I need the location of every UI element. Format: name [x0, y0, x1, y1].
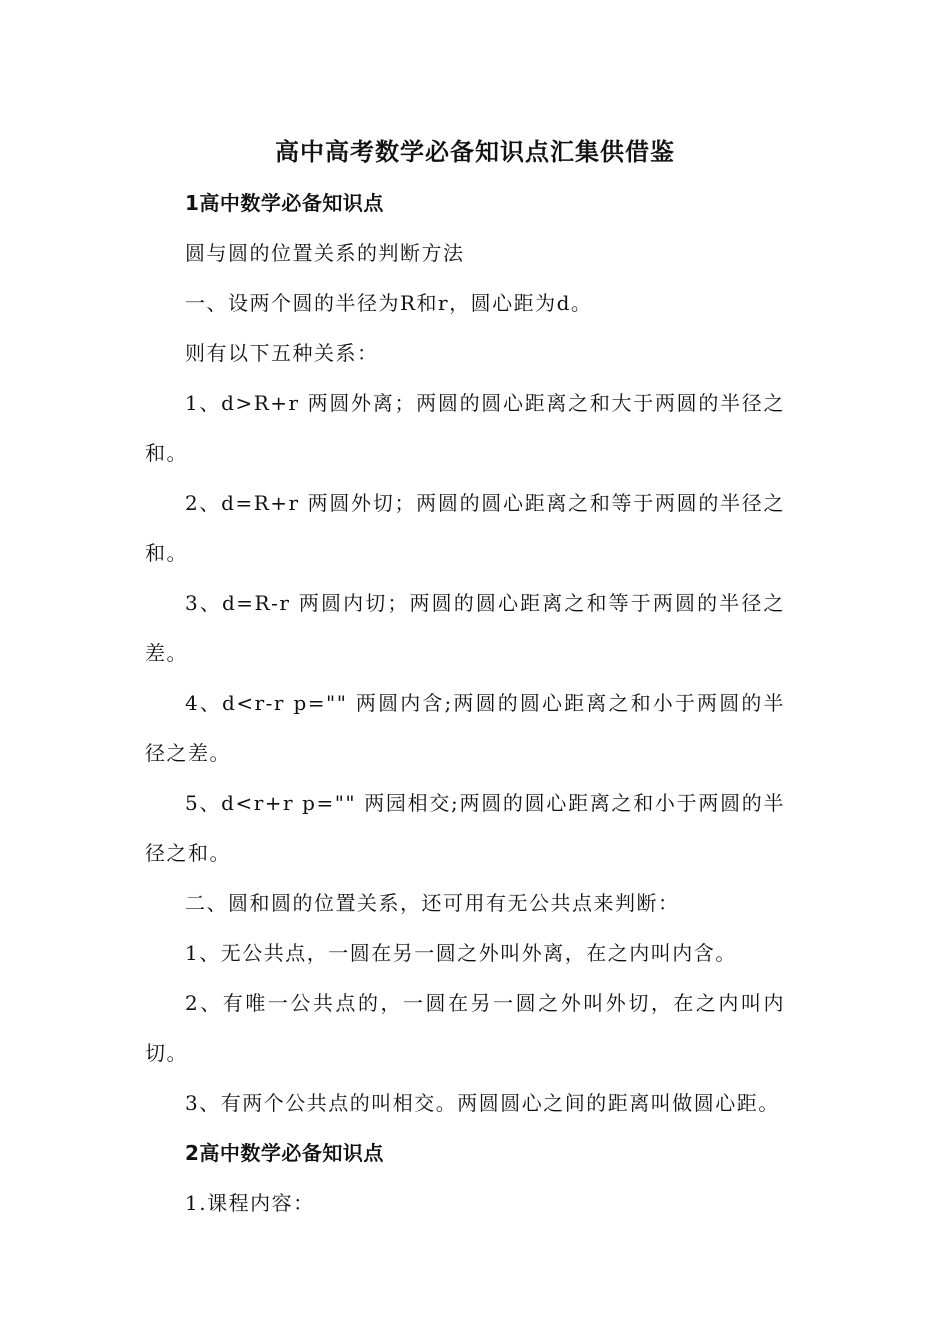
- page-title: 高中高考数学必备知识点汇集供借鉴: [275, 138, 675, 166]
- paragraph: 1.课程内容：: [185, 1191, 315, 1215]
- paragraph: 一、设两个圆的半径为R和r，圆心距为d。: [185, 291, 593, 315]
- paragraph: 2、d=R+r 两圆外切；两圆的圆心距离之和等于两圆的半径之和。: [145, 491, 785, 565]
- paragraph: 1、d>R+r 两圆外离；两圆的圆心距离之和大于两圆的半径之和。: [145, 391, 785, 465]
- paragraph: 2、有唯一公共点的，一圆在另一圆之外叫外切，在之内叫内切。: [145, 991, 785, 1065]
- paragraph: 3、d=R-r 两圆内切；两圆的圆心距离之和等于两圆的半径之差。: [145, 591, 785, 665]
- paragraph: 圆与圆的位置关系的判断方法: [185, 241, 465, 265]
- paragraph: 5、d<r+r p="" 两园相交;两圆的圆心距离之和小于两圆的半径之和。: [145, 791, 785, 865]
- paragraph: 则有以下五种关系：: [185, 341, 379, 365]
- paragraph: 3、有两个公共点的叫相交。两圆圆心之间的距离叫做圆心距。: [185, 1091, 780, 1115]
- paragraph: 1、无公共点，一圆在另一圆之外叫外离，在之内叫内含。: [185, 941, 737, 965]
- paragraph: 二、圆和圆的位置关系，还可用有无公共点来判断：: [185, 891, 680, 915]
- section-heading-1: 1高中数学必备知识点: [185, 191, 384, 215]
- document-body: [145, 178, 785, 1228]
- paragraph: 4、d<r-r p="" 两圆内含;两圆的圆心距离之和小于两圆的半径之差。: [145, 691, 785, 765]
- section-heading-2: 2高中数学必备知识点: [185, 1141, 384, 1165]
